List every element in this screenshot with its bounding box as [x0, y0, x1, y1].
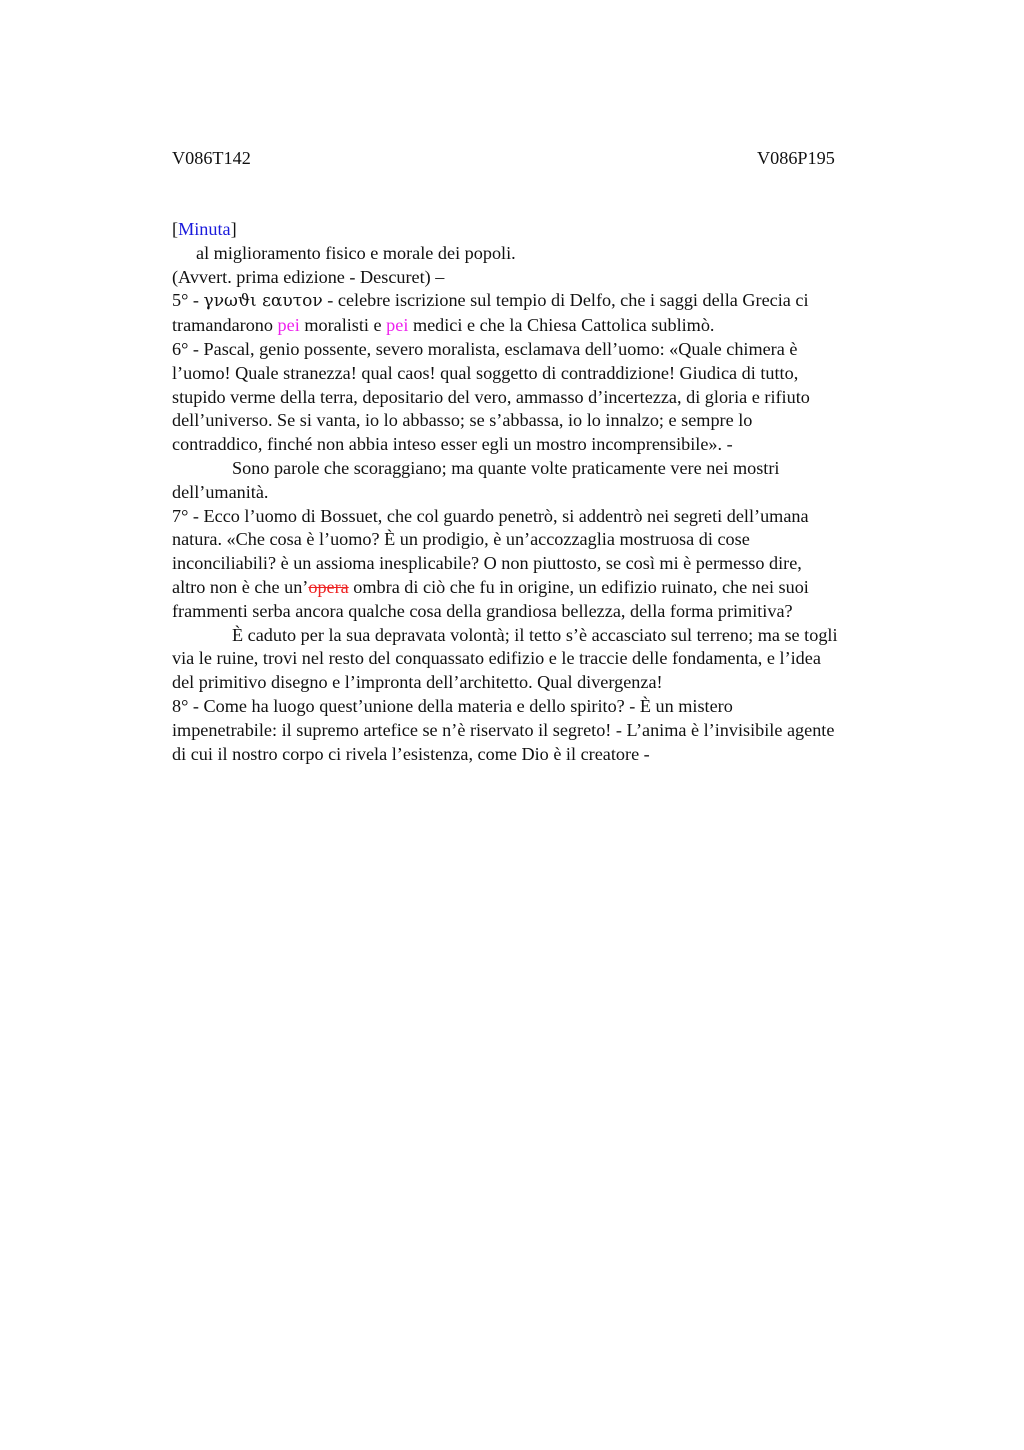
- text-line: l’uomo! Quale stranezza! qual caos! qual soggetto di contraddizione! Giudica di tutto,: [172, 362, 799, 383]
- text-line: 6° - Pascal, genio possente, severo moralista, esclamava dell’uomo: «Quale chimera è: [172, 338, 798, 359]
- text-line: via le ruine, trovi nel resto del conquassato edifizio e le traccie delle fondamenta, e l’idea: [172, 648, 821, 669]
- text-segment: 5° -: [172, 290, 204, 311]
- text-line: (Avvert. prima edizione - Descuret) –: [172, 266, 445, 287]
- highlighted-word: pei: [386, 315, 409, 336]
- text-line: dell’universo. Se si vanta, io lo abbasso; se s’abbassa, io lo innalzo; e sempre lo: [172, 410, 753, 431]
- text-line: natura. «Che cosa è l’uomo? È un prodigio, è un’accozzaglia mostruosa di cose: [172, 529, 750, 550]
- text-line: frammenti serba ancora qualche cosa della grandiosa bellezza, della forma primitiva?: [172, 600, 793, 621]
- header-left-code: V086T142: [172, 148, 251, 168]
- text-line: 7° - Ecco l’uomo di Bossuet, che col guardo penetrò, si addentrò nei segreti dell’umana: [172, 505, 809, 526]
- highlighted-word: pei: [277, 315, 300, 336]
- text-line: [172, 314, 932, 338]
- minuta-label: Minuta: [178, 219, 231, 239]
- bracket-close: ]: [230, 219, 237, 239]
- text-line: al miglioramento fisico e morale dei popoli.: [196, 242, 516, 263]
- text-line: [172, 576, 932, 600]
- text-segment: - celebre iscrizione sul tempio di Delfo, che i saggi della Grecia ci: [322, 290, 809, 311]
- text-line: inconciliabili? è un assioma inesplicabile? O non piuttosto, se così mi è permesso dire,: [172, 553, 802, 574]
- text-segment: ombra di ciò che fu in origine, un edifizio ruinato, che nei suoi: [348, 576, 809, 597]
- document-body: [172, 218, 932, 766]
- text-segment: moralisti e: [299, 315, 387, 336]
- line-minuta: [172, 218, 932, 242]
- text-line: [172, 289, 932, 314]
- text-line: contraddico, finché non abbia inteso esser egli un mostro incomprensibile». -: [172, 434, 733, 455]
- text-line: È caduto per la sua depravata volontà; il tetto s’è accasciato sul terreno; ma se togli: [232, 624, 838, 645]
- text-line: dell’umanità.: [172, 481, 269, 502]
- text-line: stupido verme della terra, depositario del vero, ammasso d’incertezza, di gloria e rifiuto: [172, 386, 810, 407]
- greek-phrase: γνωϑι εαυτον: [203, 291, 323, 312]
- text-segment: medici e che la Chiesa Cattolica sublimò.: [408, 315, 715, 336]
- text-line: impenetrabile: il supremo artefice se n’è riservato il segreto! - L’anima è l’invisibile agente: [172, 719, 835, 740]
- header-right-code: V086P195: [757, 148, 835, 168]
- text-line: 8° - Come ha luogo quest’unione della materia e dello spirito? - È un mistero: [172, 695, 733, 716]
- text-line: di cui il nostro corpo ci rivela l’esistenza, come Dio è il creatore -: [172, 743, 650, 764]
- text-line: del primitivo disegno e l’impronta dell’architetto. Qual divergenza!: [172, 672, 663, 693]
- struck-word: opera: [308, 576, 349, 597]
- text-segment: tramandarono: [172, 315, 278, 336]
- text-segment: altro non è che un’: [172, 576, 309, 597]
- text-line: Sono parole che scoraggiano; ma quante volte praticamente vere nei mostri: [232, 457, 780, 478]
- bracket-open: [: [172, 219, 179, 239]
